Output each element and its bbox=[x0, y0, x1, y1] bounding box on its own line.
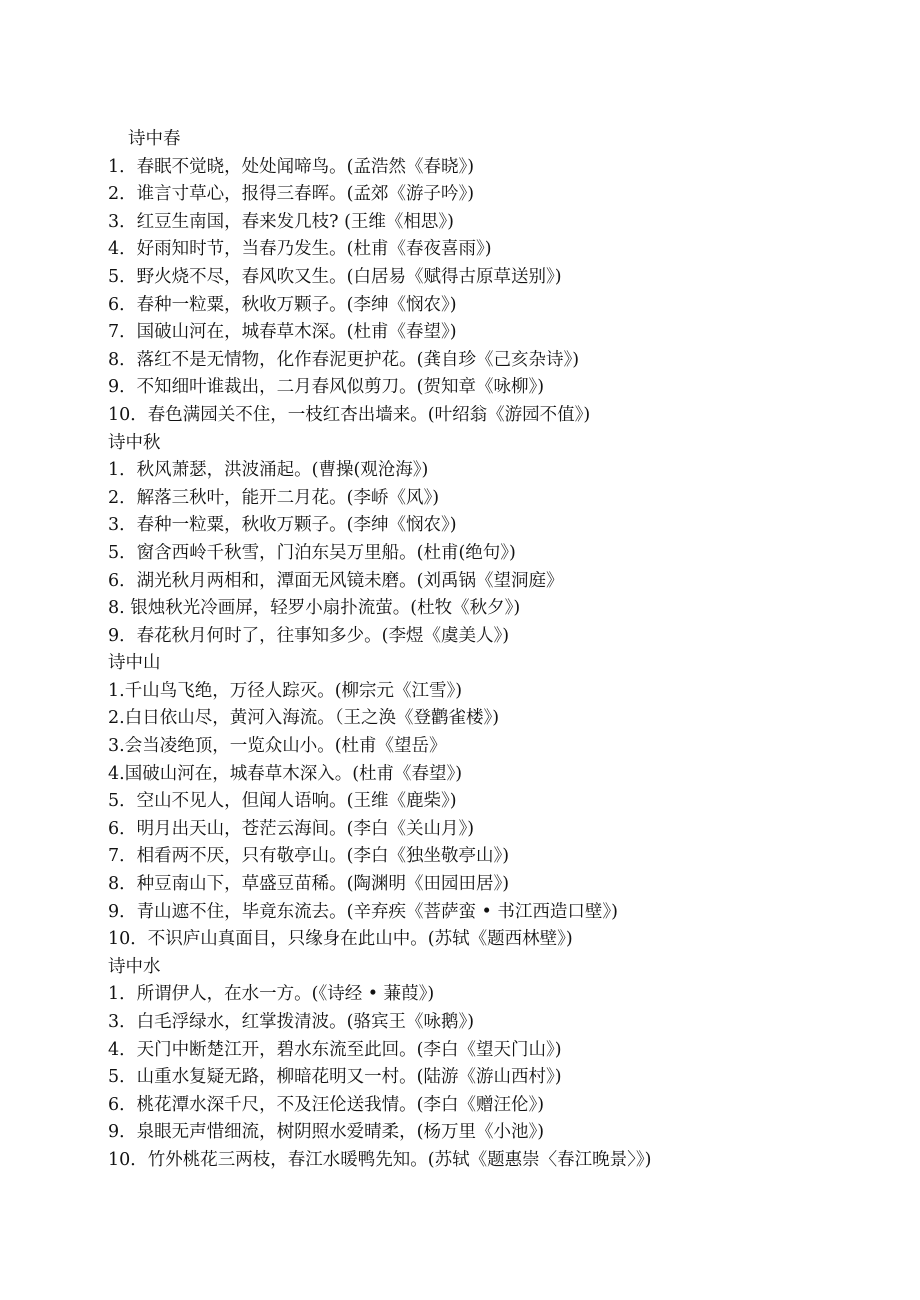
section-heading-water: 诗中水 bbox=[108, 956, 161, 977]
poem-line: 8. 银烛秋光冷画屏，轻罗小扇扑流萤。(杜牧《秋夕》) bbox=[108, 598, 521, 619]
poem-line: 9．青山遮不住，毕竟东流去。(辛弃疾《菩萨蛮 • 书江西造口壁》) bbox=[108, 901, 618, 922]
poem-line: 1．秋风萧瑟，洪波涌起。(曹操(观沧海》) bbox=[108, 460, 429, 481]
poem-line: 6．桃花潭水深千尺，不及汪伦送我情。(李白《赠汪伦》) bbox=[108, 1094, 545, 1115]
poem-line: 5．空山不见人，但闻人语响。(王维《鹿柴》) bbox=[108, 791, 457, 812]
poem-line: 1．所谓伊人，在水一方。(《诗经 • 蒹葭》) bbox=[108, 984, 435, 1005]
poem-line: 9．泉眼无声惜细流，树阴照水爱晴柔，(杨万里《小池》) bbox=[108, 1122, 545, 1143]
poem-line: 3.会当凌绝顶，一览众山小。(杜甫《望岳》 bbox=[108, 736, 447, 757]
document-body bbox=[108, 126, 888, 1175]
poem-line: 5．山重水复疑无路，柳暗花明又一村。(陆游《游山西村》) bbox=[108, 1067, 562, 1088]
poem-line: 3．春种一粒粟，秋收万颗子。(李绅《悯农》) bbox=[108, 515, 457, 536]
poem-line: 4.国破山河在，城春草木深入。(杜甫《春望》) bbox=[108, 763, 463, 784]
poem-line: 6．湖光秋月两相和，潭面无风镜未磨。(刘禹锅《望洞庭》 bbox=[108, 570, 564, 591]
section-heading-spring: 诗中春 bbox=[128, 129, 181, 149]
poem-line: 3．白毛浮绿水，红掌拨清波。(骆宾王《咏鹅》) bbox=[108, 1012, 475, 1032]
poem-line: 2．谁言寸草心，报得三春晖。(孟郊《游子吟》) bbox=[108, 184, 475, 205]
section-heading-autumn: 诗中秋 bbox=[108, 432, 161, 453]
poem-line: 4．好雨知时节，当春乃发生。(杜甫《春夜喜雨》) bbox=[108, 239, 492, 260]
poem-line: 9．不知细叶谁裁出，二月春风似剪刀。(贺知章《咏柳》) bbox=[108, 377, 545, 398]
poem-line: 9．春花秋月何时了，往事知多少。(李煜《虞美人》) bbox=[108, 625, 510, 646]
poem-line: 10．春色满园关不住，一枝红杏出墙来。(叶绍翁《游园不值》) bbox=[108, 404, 591, 425]
poem-line: 2.白日依山尽，黄河入海流。（王之涣《登鹳雀楼》) bbox=[108, 708, 500, 729]
poem-line: 2．解落三秋叶，能开二月花。(李峤《风》) bbox=[108, 487, 440, 508]
poem-line: 3．红豆生南国，春来发几枝? (王维《相思》) bbox=[108, 211, 454, 232]
poem-line: 10．竹外桃花三两枝，春江水暖鸭先知。(苏轼《题惠崇〈春江晚景〉》) bbox=[108, 1149, 652, 1170]
poem-line: 5．窗含西岭千秋雪，门泊东吴万里船。(杜甫(绝句》) bbox=[108, 542, 516, 563]
poem-line: 1.千山鸟飞绝，万径人踪灭。(柳宗元《江雪》) bbox=[108, 680, 463, 701]
poem-line: 7．国破山河在，城春草木深。(杜甫《春望》) bbox=[108, 322, 457, 343]
poem-line: 10．不识庐山真面目，只缘身在此山中。(苏轼《题西林壁》) bbox=[108, 929, 573, 950]
poem-line: 6．明月出天山，苍茫云海间。(李白《关山月》) bbox=[108, 818, 475, 839]
poem-line: 5．野火烧不尽，春风吹又生。(白居易《赋得古原草送别》) bbox=[108, 266, 562, 287]
poem-line: 8．落红不是无情物，化作春泥更护花。(龚自珍《己亥杂诗》) bbox=[108, 349, 580, 370]
poem-line: 1．春眠不觉晓，处处闻啼鸟。(孟浩然《春晓》) bbox=[108, 156, 475, 177]
poem-line: 4．天门中断楚江开，碧水东流至此回。(李白《望天门山》) bbox=[108, 1039, 562, 1060]
section-heading-mountain: 诗中山 bbox=[108, 653, 161, 674]
poem-line: 7．相看两不厌，只有敬亭山。(李白《独坐敬亭山》) bbox=[108, 846, 510, 867]
poem-line: 8．种豆南山下，草盛豆苗稀。(陶渊明《田园田居》) bbox=[108, 874, 510, 895]
poem-line: 6．春种一粒粟，秋收万颗子。(李绅《悯农》) bbox=[108, 294, 457, 315]
